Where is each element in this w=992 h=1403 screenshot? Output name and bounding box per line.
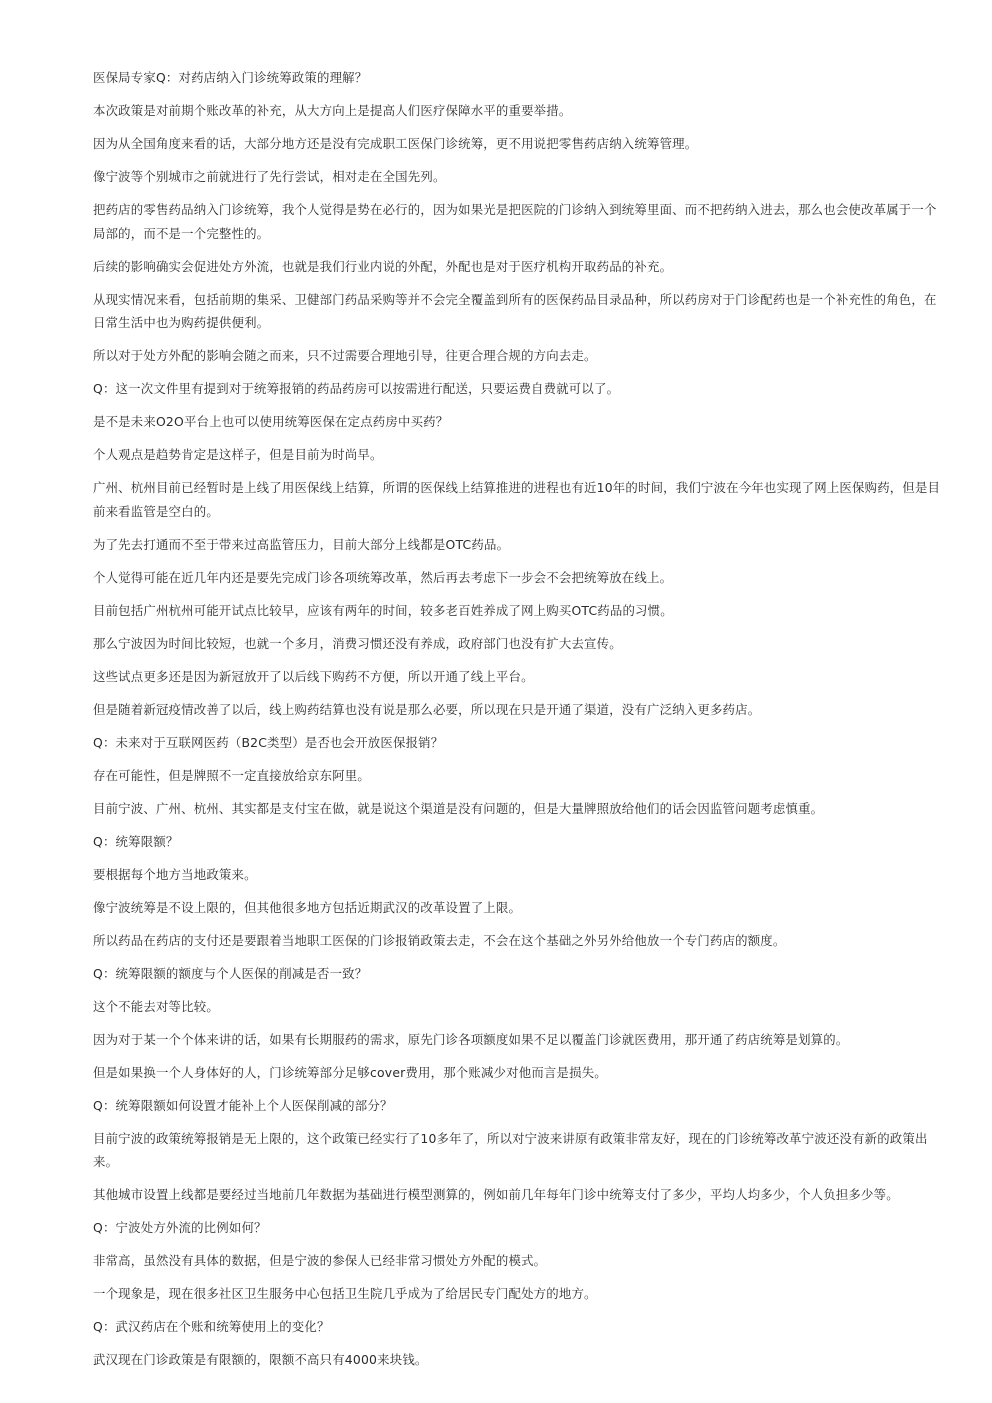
paragraph: Q：未来对于互联网医药（B2C类型）是否也会开放医保报销？	[93, 734, 444, 750]
paragraph: 目前宁波、广州、杭州、其实都是支付宝在做，就是说这个渠道是没有问题的，但是大量牌照放给他们的话会因监管问题考虑慎重。	[93, 800, 824, 816]
paragraph: 从现实情况来看，包括前期的集采、卫健部门药品采购等并不会完全覆盖到所有的医保药品目录品种，所以药房对于门诊配药也是一个补充性的角色，在日常生活中也为购药提供便利。	[93, 291, 937, 330]
paragraph: 所以药品在药店的支付还是要跟着当地职工医保的门诊报销政策去走，不会在这个基础之外另外给他放一个专门药店的额度。	[93, 932, 786, 948]
paragraph: 广州、杭州目前已经暂时是上线了用医保线上结算，所谓的医保线上结算推进的进程也有近10年的时间，我们宁波在今年也实现了网上医保购药，但是目前来看监管是空白的。	[93, 480, 941, 519]
paragraph: 医保局专家Q：对药店纳入门诊统筹政策的理解？	[93, 70, 368, 85]
paragraph: 非常高，虽然没有具体的数据，但是宁波的参保人已经非常习惯处方外配的模式。	[93, 1253, 547, 1268]
paragraph: 所以对于处方外配的影响会随之而来，只不过需要合理地引导，往更合理合规的方向去走。	[93, 348, 597, 363]
paragraph: 这些试点更多还是因为新冠放开了以后线下购药不方便，所以开通了线上平台。	[93, 668, 534, 684]
paragraph: 其他城市设置上线都是要经过当地前几年数据为基础进行模型测算的，例如前几年每年门诊中统筹支付了多少，平均人均多少，个人负担多少等。	[93, 1187, 899, 1202]
paragraph: 存在可能性，但是牌照不一定直接放给京东阿里。	[93, 767, 370, 783]
paragraph: 这个不能去对等比较。	[93, 998, 219, 1014]
paragraph: 本次政策是对前期个账改革的补充，从大方向上是提高人们医疗保障水平的重要举措。	[93, 103, 572, 118]
paragraph: 但是如果换一个人身体好的人，门诊统筹部分足够cover费用，那个账减少对他而言是损失。	[93, 1064, 607, 1080]
paragraph: Q：统筹限额如何设置才能补上个人医保削减的部分？	[93, 1097, 393, 1113]
paragraph: 要根据每个地方当地政策来。	[93, 866, 257, 882]
paragraph: Q：统筹限额的额度与个人医保的削减是否一致？	[93, 965, 368, 981]
paragraph: 像宁波统筹是不设上限的，但其他很多地方包括近期武汉的改革设置了上限。	[93, 899, 522, 915]
paragraph: 那么宁波因为时间比较短，也就一个多月，消费习惯还没有养成，政府部门也没有扩大去宣传。	[93, 635, 622, 651]
paragraph: 因为从全国角度来看的话，大部分地方还是没有完成职工医保门诊统筹，更不用说把零售药店纳入统筹管理。	[93, 136, 698, 151]
document-body	[93, 66, 945, 1381]
paragraph: Q：宁波处方外流的比例如何？	[93, 1220, 267, 1235]
paragraph: 一个现象是，现在很多社区卫生服务中心包括卫生院几乎成为了给居民专门配处方的地方。	[93, 1286, 597, 1301]
paragraph: 目前包括广州杭州可能开试点比较早，应该有两年的时间，较多老百姓养成了网上购买OTC药品的习惯。	[93, 602, 673, 618]
paragraph: Q：统筹限额？	[93, 833, 179, 849]
paragraph: 像宁波等个别城市之前就进行了先行尝试，相对走在全国先列。	[93, 169, 446, 184]
paragraph: 武汉现在门诊政策是有限额的，限额不高只有4000来块钱。	[93, 1352, 428, 1367]
paragraph: 但是随着新冠疫情改善了以后，线上购药结算也没有说是那么必要，所以现在只是开通了渠道，没有广泛纳入更多药店。	[93, 701, 761, 717]
paragraph: 个人觉得可能在近几年内还是要先完成门诊各项统筹改革，然后再去考虑下一步会不会把统筹放在线上。	[93, 569, 673, 585]
paragraph: Q：这一次文件里有提到对于统筹报销的药品药房可以按需进行配送，只要运费自费就可以了。	[93, 381, 620, 396]
paragraph: Q：武汉药店在个账和统筹使用上的变化？	[93, 1319, 330, 1334]
paragraph: 把药店的零售药品纳入门诊统筹，我个人觉得是势在必行的，因为如果光是把医院的门诊纳入到统筹里面、而不把药纳入进去，那么也会使改革属于一个局部的，而不是一个完整性的。	[93, 202, 937, 241]
paragraph: 目前宁波的政策统筹报销是无上限的，这个政策已经实行了10多年了，所以对宁波来讲原有政策非常友好，现在的门诊统筹改革宁波还没有新的政策出来。	[93, 1130, 928, 1169]
paragraph: 因为对于某一个个体来讲的话，如果有长期服药的需求，原先门诊各项额度如果不足以覆盖门诊就医费用，那开通了药店统筹是划算的。	[93, 1031, 849, 1047]
paragraph: 后续的影响确实会促进处方外流，也就是我们行业内说的外配，外配也是对于医疗机构开取药品的补充。	[93, 258, 673, 274]
paragraph: 是不是未来O2O平台上也可以使用统筹医保在定点药房中买药？	[93, 414, 449, 429]
paragraph: 个人观点是趋势肯定是这样子，但是目前为时尚早。	[93, 447, 383, 462]
paragraph: 为了先去打通而不至于带来过高监管压力，目前大部分上线都是OTC药品。	[93, 536, 510, 552]
